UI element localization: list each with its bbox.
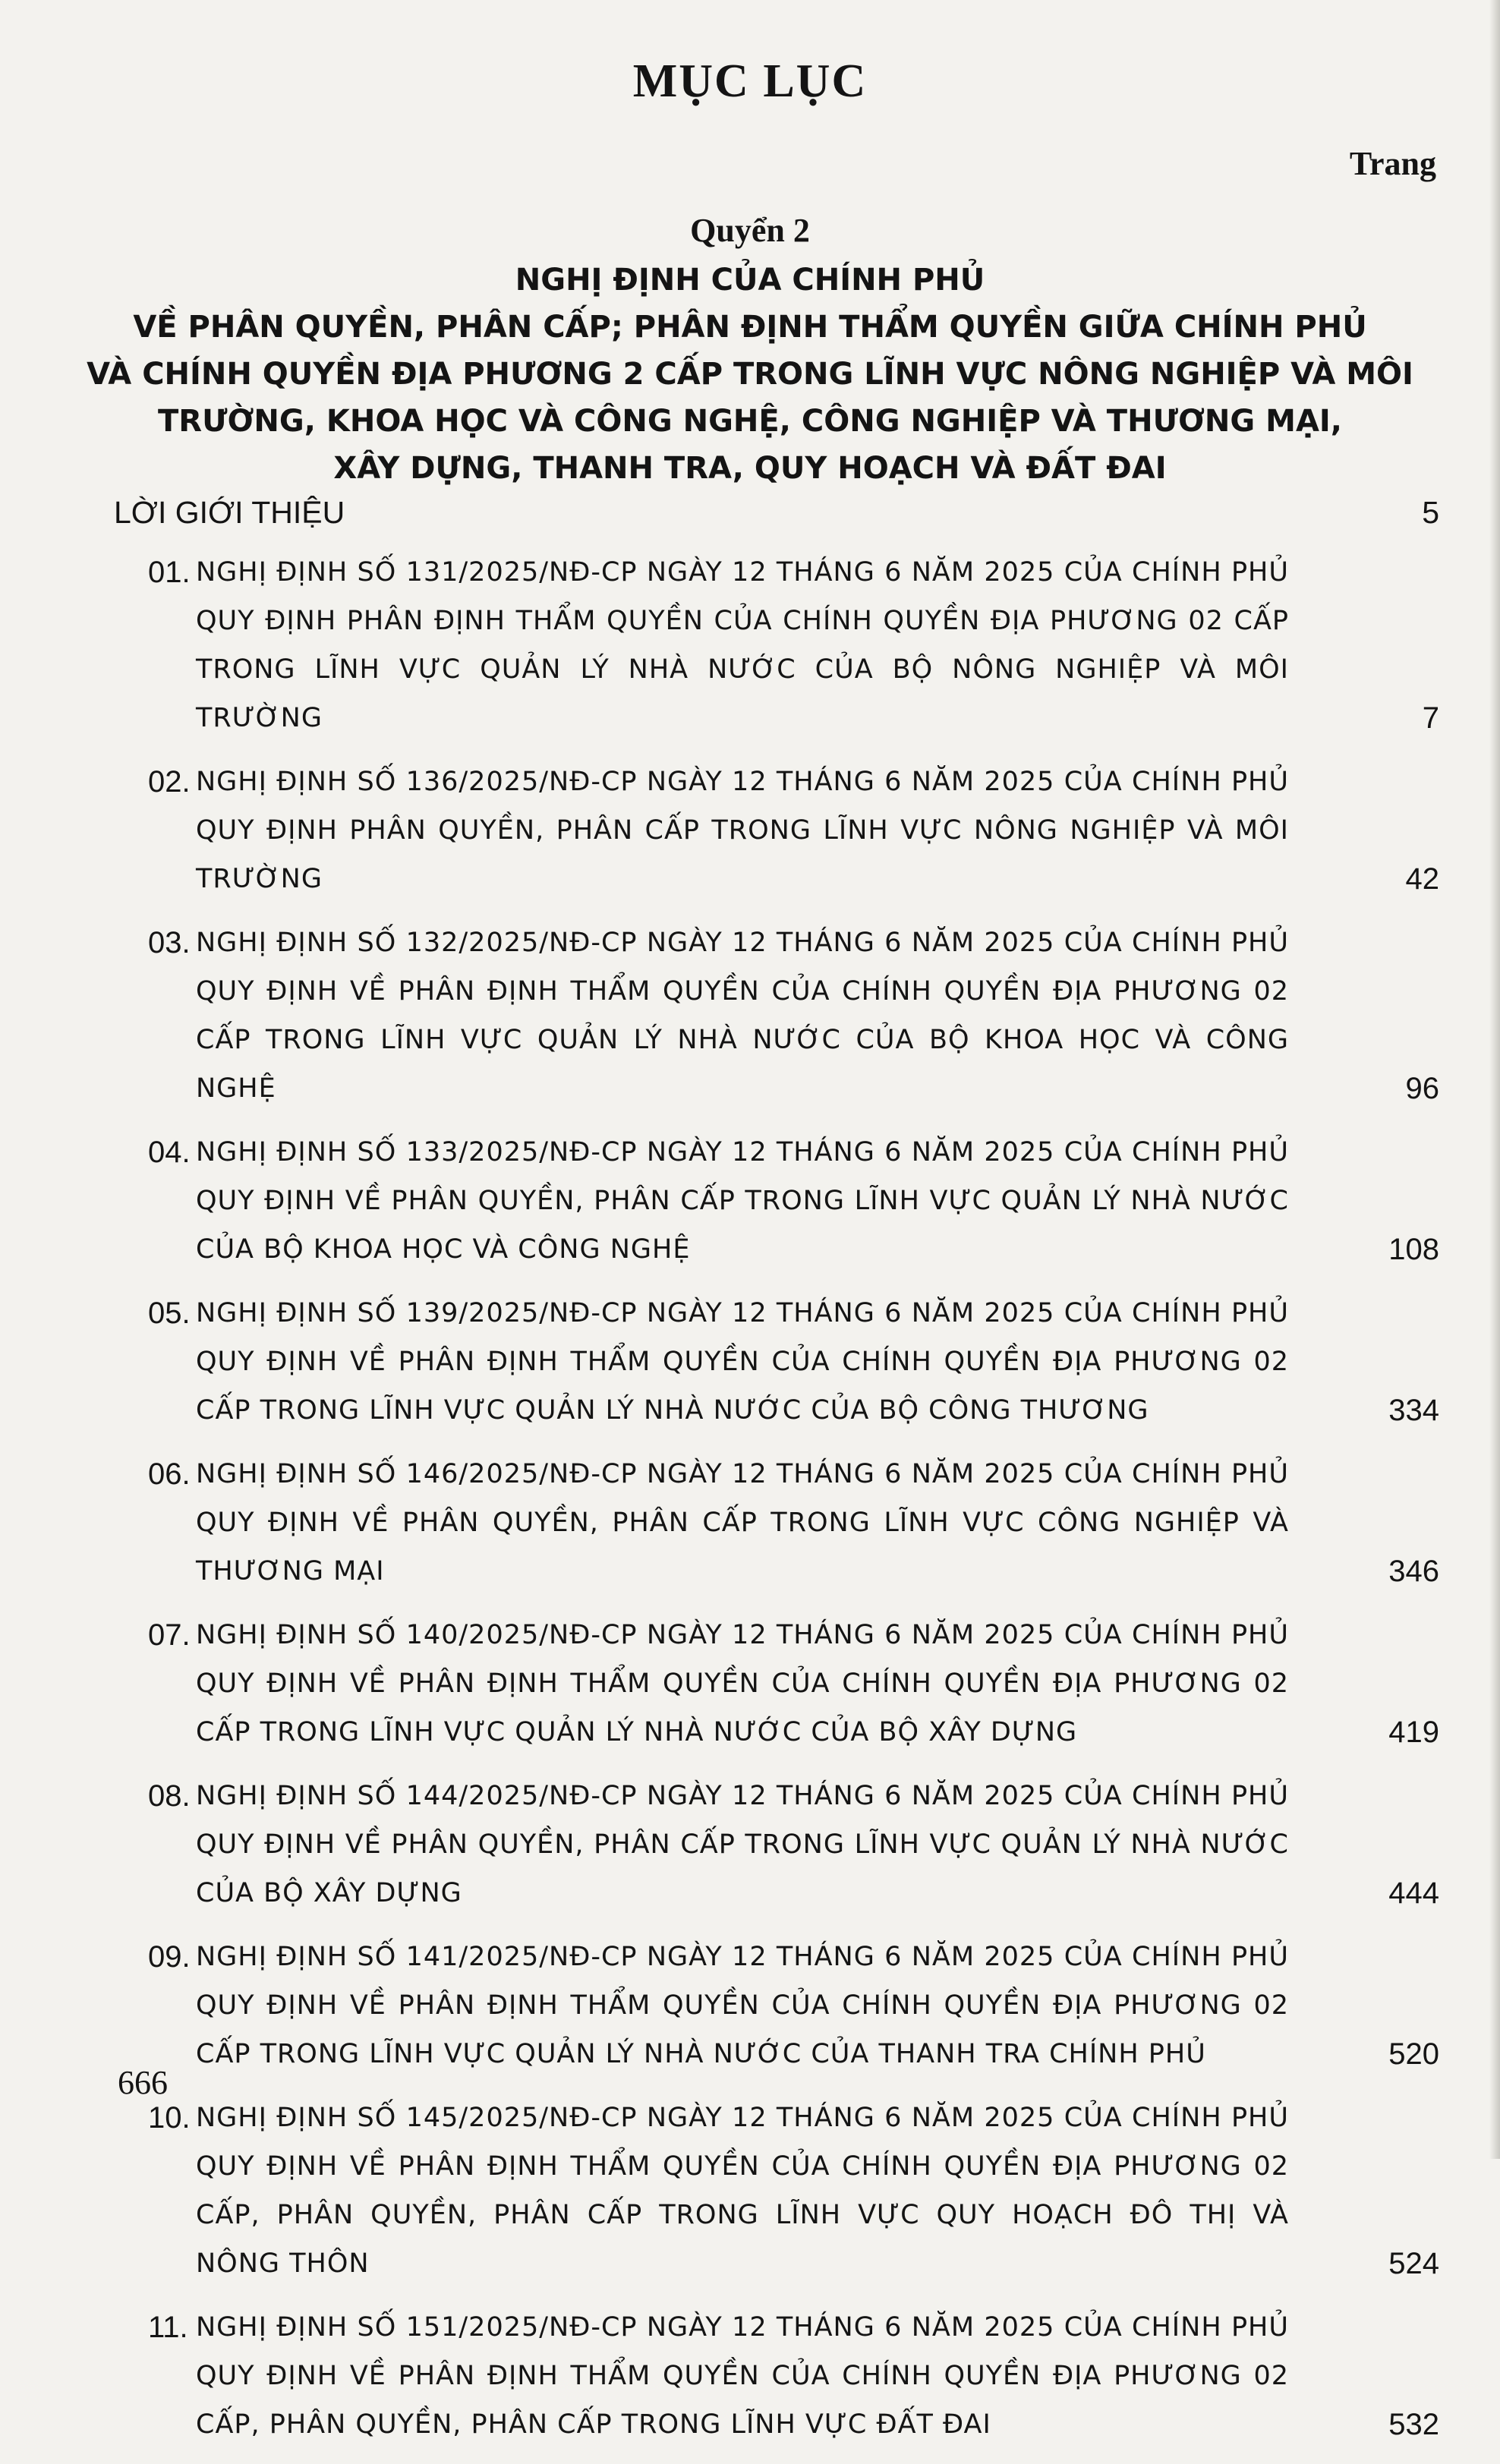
toc-entry-title: LỜI GIỚI THIỆU (114, 495, 345, 530)
page-column-label: Trang (1349, 145, 1436, 182)
toc-entry[interactable] (0, 1772, 1500, 1917)
toc-entry-title: NGHỊ ĐỊNH SỐ 145/2025/NĐ-CP NGÀY 12 THÁNG 6 NĂM 2025 CỦA CHÍNH PHỦ QUY ĐỊNH VỀ PHÂN ĐỊNH THẨM QUYỀN CỦA CHÍNH QUYỀN ĐỊA PHƯƠNG 02 CẤP, PHÂN QUYỀN, PHÂN CẤP TRONG LĨNH VỰC QUY HOẠCH ĐÔ THỊ VÀ NÔNG THÔN (196, 2103, 1289, 2279)
toc-entry-title: NGHỊ ĐỊNH SỐ 131/2025/NĐ-CP NGÀY 12 THÁNG 6 NĂM 2025 CỦA CHÍNH PHỦ QUY ĐỊNH PHÂN ĐỊNH THẨM QUYỀN CỦA CHÍNH QUYỀN ĐỊA PHƯƠNG 02 CẤP TRONG LĨNH VỰC QUẢN LÝ NHÀ NƯỚC CỦA BỘ NÔNG NGHIỆP VÀ MÔI TRƯỜNG (196, 557, 1289, 733)
page-edge-shadow (1489, 0, 1500, 2159)
toc-entry-number: 10. (148, 2101, 191, 2135)
page-number: 666 (118, 2064, 168, 2101)
page-title: MỤC LỤC (632, 55, 868, 107)
heading-line: XÂY DỰNG, THANH TRA, QUY HOẠCH VÀ ĐẤT ĐAI (333, 451, 1167, 486)
toc-entry-intro[interactable] (114, 492, 1439, 533)
toc-entry[interactable] (0, 1289, 1500, 1435)
toc-entry-number: 01. (148, 556, 191, 589)
heading-line: VÀ CHÍNH QUYỀN ĐỊA PHƯƠNG 2 CẤP TRONG LĨNH VỰC NÔNG NGHIỆP VÀ MÔI (87, 357, 1413, 392)
toc-entry-number: 11. (148, 2311, 188, 2344)
toc-entry-page: 419 (1388, 1716, 1439, 1749)
toc-entry-page: 532 (1388, 2408, 1439, 2441)
toc-entry-page: 7 (1422, 701, 1439, 735)
toc-entry-page: 42 (1405, 862, 1439, 896)
heading-line: TRƯỜNG, KHOA HỌC VÀ CÔNG NGHỆ, CÔNG NGHIỆP VÀ THƯƠNG MẠI, (157, 404, 1343, 439)
toc-entry-number: 02. (148, 765, 191, 799)
toc-entry-number: 05. (148, 1297, 191, 1330)
toc-entry-number: 06. (148, 1457, 191, 1491)
toc-entry[interactable] (0, 1128, 1500, 1274)
heading-line: VỀ PHÂN QUYỀN, PHÂN CẤP; PHÂN ĐỊNH THẨM QUYỀN GIỮA CHÍNH PHỦ (133, 310, 1367, 345)
toc-entry-number: 04. (148, 1136, 191, 1169)
toc-entry-title: NGHỊ ĐỊNH SỐ 144/2025/NĐ-CP NGÀY 12 THÁNG 6 NĂM 2025 CỦA CHÍNH PHỦ QUY ĐỊNH VỀ PHÂN QUYỀN, PHÂN CẤP TRONG LĨNH VỰC QUẢN LÝ NHÀ NƯỚC CỦA BỘ XÂY DỰNG (196, 1781, 1289, 1908)
volume-label: Quyển 2 (690, 212, 810, 249)
toc-entry[interactable] (0, 918, 1500, 1113)
toc-entry-page: 108 (1388, 1233, 1439, 1266)
toc-entry-title: NGHỊ ĐỊNH SỐ 132/2025/NĐ-CP NGÀY 12 THÁNG 6 NĂM 2025 CỦA CHÍNH PHỦ QUY ĐỊNH VỀ PHÂN ĐỊNH THẨM QUYỀN CỦA CHÍNH QUYỀN ĐỊA PHƯƠNG 02 CẤP TRONG LĨNH VỰC QUẢN LÝ NHÀ NƯỚC CỦA BỘ KHOA HỌC VÀ CÔNG NGHỆ (196, 928, 1289, 1104)
toc-entry[interactable] (0, 2094, 1500, 2288)
toc-entry-title: NGHỊ ĐỊNH SỐ 146/2025/NĐ-CP NGÀY 12 THÁNG 6 NĂM 2025 CỦA CHÍNH PHỦ QUY ĐỊNH VỀ PHÂN QUYỀN, PHÂN CẤP TRONG LĨNH VỰC CÔNG NGHIỆP VÀ THƯƠNG MẠI (196, 1459, 1289, 1586)
toc-entry[interactable] (0, 548, 1500, 742)
toc-entry-page: 524 (1388, 2247, 1439, 2280)
toc-entry[interactable] (0, 1611, 1500, 1757)
toc-entry-number: 08. (148, 1779, 191, 1813)
toc-entry-page: 334 (1388, 1394, 1439, 1427)
toc-entry-title: NGHỊ ĐỊNH SỐ 141/2025/NĐ-CP NGÀY 12 THÁNG 6 NĂM 2025 CỦA CHÍNH PHỦ QUY ĐỊNH VỀ PHÂN ĐỊNH THẨM QUYỀN CỦA CHÍNH QUYỀN ĐỊA PHƯƠNG 02 CẤP TRONG LĨNH VỰC QUẢN LÝ NHÀ NƯỚC CỦA THANH TRA CHÍNH PHỦ (196, 1942, 1289, 2069)
toc-entry-page: 96 (1405, 1072, 1439, 1105)
toc-entry-number: 09. (148, 1940, 191, 1974)
toc-entry[interactable] (0, 1450, 1500, 1596)
toc-entry[interactable] (0, 2303, 1500, 2449)
toc-entry-title: NGHỊ ĐỊNH SỐ 139/2025/NĐ-CP NGÀY 12 THÁNG 6 NĂM 2025 CỦA CHÍNH PHỦ QUY ĐỊNH VỀ PHÂN ĐỊNH THẨM QUYỀN CỦA CHÍNH QUYỀN ĐỊA PHƯƠNG 02 CẤP TRONG LĨNH VỰC QUẢN LÝ NHÀ NƯỚC CỦA BỘ CÔNG THƯƠNG (196, 1298, 1289, 1426)
heading-line: NGHỊ ĐỊNH CỦA CHÍNH PHỦ (515, 263, 985, 298)
toc-entry-title: NGHỊ ĐỊNH SỐ 133/2025/NĐ-CP NGÀY 12 THÁNG 6 NĂM 2025 CỦA CHÍNH PHỦ QUY ĐỊNH VỀ PHÂN QUYỀN, PHÂN CẤP TRONG LĨNH VỰC QUẢN LÝ NHÀ NƯỚC CỦA BỘ KHOA HỌC VÀ CÔNG NGHỆ (196, 1137, 1289, 1265)
toc-entry[interactable] (0, 758, 1500, 903)
toc-entry-title: NGHỊ ĐỊNH SỐ 151/2025/NĐ-CP NGÀY 12 THÁNG 6 NĂM 2025 CỦA CHÍNH PHỦ QUY ĐỊNH VỀ PHÂN ĐỊNH THẨM QUYỀN CỦA CHÍNH QUYỀN ĐỊA PHƯƠNG 02 CẤP, PHÂN QUYỀN, PHÂN CẤP TRONG LĨNH VỰC ĐẤT ĐAI (196, 2312, 1289, 2440)
toc-entry[interactable] (0, 1933, 1500, 2078)
toc-entry-number: 07. (148, 1618, 191, 1652)
toc-entry-page: 520 (1388, 2037, 1439, 2071)
toc-entry-title: NGHỊ ĐỊNH SỐ 136/2025/NĐ-CP NGÀY 12 THÁNG 6 NĂM 2025 CỦA CHÍNH PHỦ QUY ĐỊNH PHÂN QUYỀN, PHÂN CẤP TRONG LĨNH VỰC NÔNG NGHIỆP VÀ MÔI TRƯỜNG (196, 767, 1289, 894)
toc-entry-page: 5 (1422, 495, 1439, 530)
toc-list (0, 548, 1500, 2464)
toc-entry-title: NGHỊ ĐỊNH SỐ 140/2025/NĐ-CP NGÀY 12 THÁNG 6 NĂM 2025 CỦA CHÍNH PHỦ QUY ĐỊNH VỀ PHÂN ĐỊNH THẨM QUYỀN CỦA CHÍNH QUYỀN ĐỊA PHƯƠNG 02 CẤP TRONG LĨNH VỰC QUẢN LÝ NHÀ NƯỚC CỦA BỘ XÂY DỰNG (196, 1620, 1289, 1747)
toc-entry-number: 03. (148, 926, 191, 959)
section-heading (0, 257, 1500, 492)
toc-entry-page: 346 (1388, 1555, 1439, 1588)
toc-entry-page: 444 (1388, 1876, 1439, 1910)
